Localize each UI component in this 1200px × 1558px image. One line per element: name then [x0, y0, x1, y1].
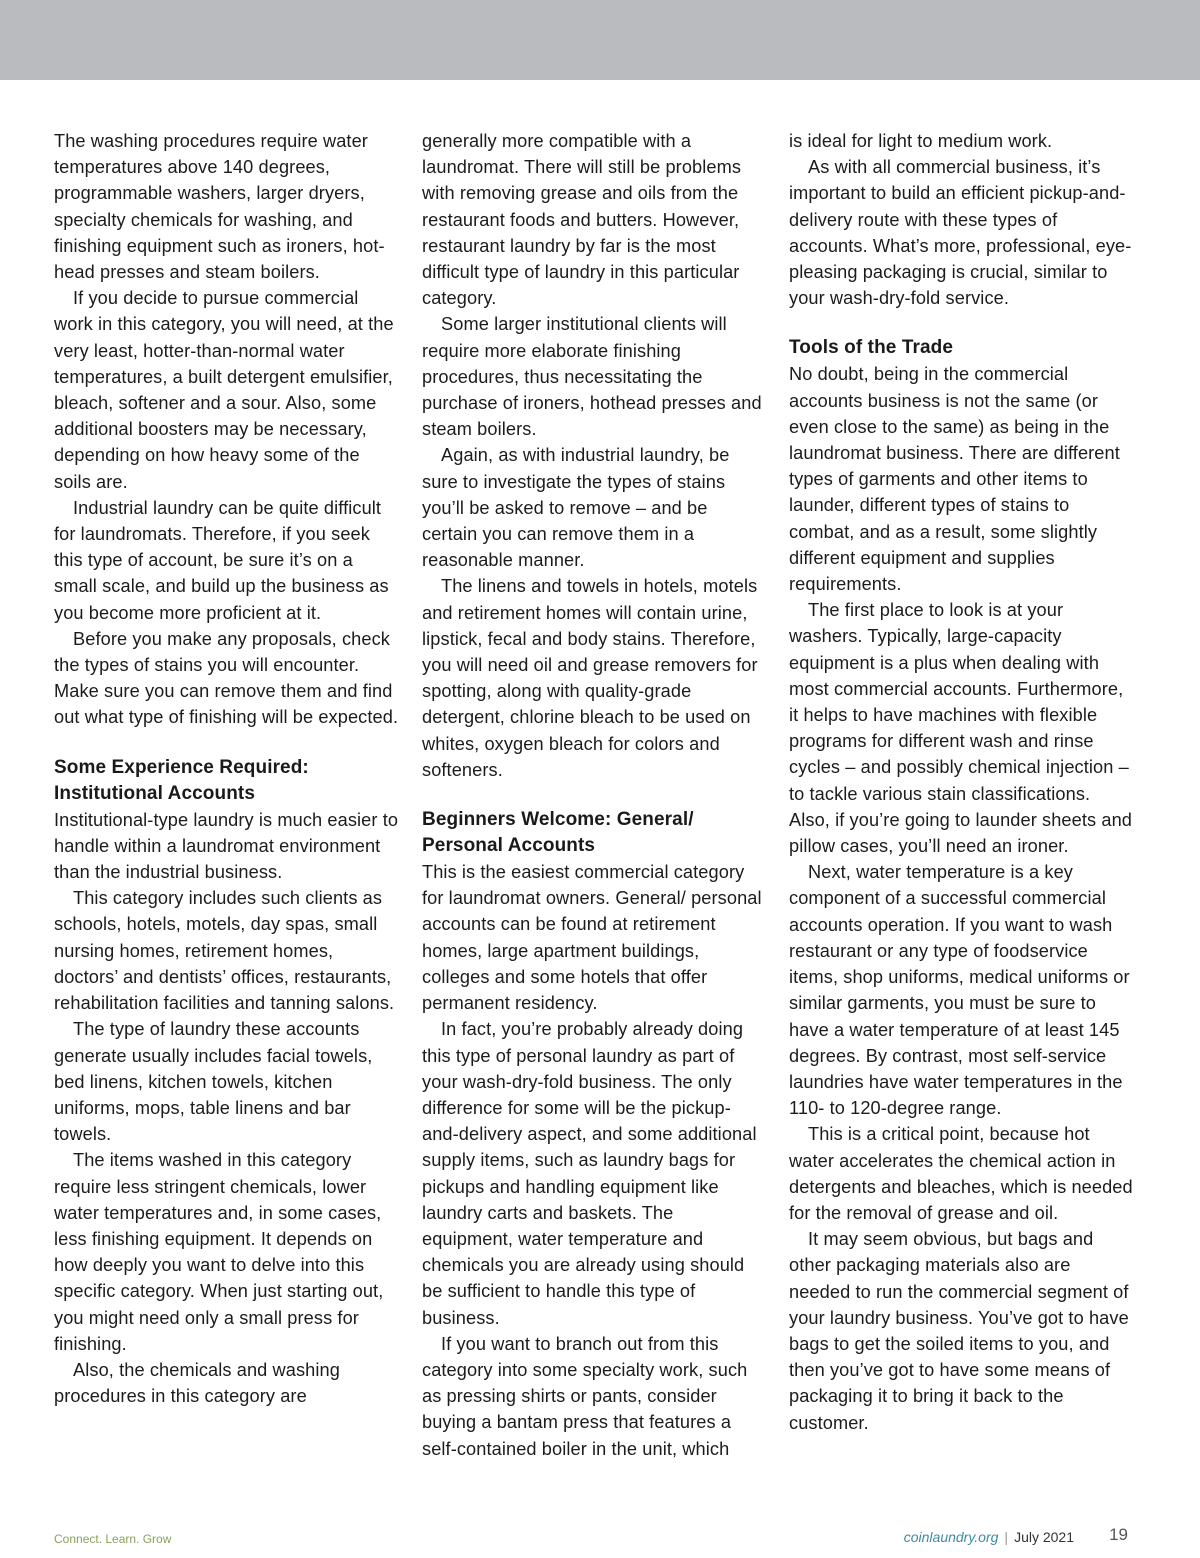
paragraph: Some larger institutional clients will require more elaborate finishing procedures, thus necessitating the purchase of ironers, hothead presses and steam boilers.: [422, 314, 762, 440]
paragraph: It may seem obvious, but bags and other packaging materials also are needed to run the commercial segment of your laundry business. You’ve got to have bags to get the soiled items to you, and then you’ve got to have some means of packaging it to bring it back to the customer.: [789, 1229, 1129, 1433]
paragraph: The type of laundry these accounts generate usually includes facial towels, bed linens, kitchen towels, kitchen uniforms, mops, table linens and bar towels.: [54, 1019, 373, 1145]
article-column-1: [54, 128, 399, 1409]
footer-tagline: Connect. Learn. Grow: [54, 1532, 172, 1546]
paragraph: Next, water temperature is a key component of a successful commercial accounts operation. If you want to wash restaurant or any type of foodservice items, shop uniforms, medical uniforms or similar garments, you must be sure to have a water temperature of at least 145 degrees. By contrast, most self-service laundries have water temperatures in the 110- to 120-degree range.: [789, 862, 1130, 1119]
section-heading-institutional: Some Experience Required: Institutional Accounts: [54, 756, 309, 804]
paragraph: is ideal for light to medium work.: [789, 131, 1053, 151]
paragraph: In fact, you’re probably already doing this type of personal laundry as part of your wash-dry-fold business. The only difference for some will be the pickup-and-delivery aspect, and some additional supply items, such as laundry bags for pickups and handling equipment like laundry carts and baskets. The equipment, water temperature and chemicals you are already using should be sufficient to handle this type of business.: [422, 1019, 757, 1328]
paragraph: This is the easiest commercial category for laundromat owners. General/ personal accounts can be found at retirement homes, large apartment buildings, colleges and some hotels that offer permanent residency.: [422, 862, 762, 1014]
paragraph: generally more compatible with a laundromat. There will still be problems with removing grease and oils from the restaurant foods and butters. However, restaurant laundry by far is the most difficult type of laundry in this particular category.: [422, 131, 742, 309]
article-column-3: [789, 128, 1134, 1436]
top-header-band: [0, 0, 1200, 80]
paragraph: The linens and towels in hotels, motels and retirement homes will contain urine, lipstick, fecal and body stains. Therefore, you will need oil and grease removers for spotting, along with quality-grade detergent, chlorine bleach to be used on whites, oxygen bleach for colors and softeners.: [422, 576, 758, 780]
paragraph: This is a critical point, because hot water accelerates the chemical action in detergents and bleaches, which is needed for the removal of grease and oil.: [789, 1124, 1133, 1223]
paragraph: The washing procedures require water temperatures above 140 degrees, programmable washers, larger dryers, specialty chemicals for washing, and finishing equipment such as ironers, hot-head presses and steam boilers.: [54, 131, 385, 283]
paragraph: Before you make any proposals, check the types of stains you will encounter. Make sure you can remove them and find out what type of finishing will be expected.: [54, 628, 399, 728]
paragraph: Again, as with industrial laundry, be sure to investigate the types of stains you’ll be asked to remove – and be certain you can remove them in a reasonable manner.: [422, 445, 730, 571]
paragraph: As with all commercial business, it’s important to build an efficient pickup-and-delivery route with these types of accounts. What’s more, professional, eye-pleasing packaging is crucial, similar to your wash-dry-fold service.: [789, 157, 1132, 309]
paragraph: Also, the chemicals and washing procedures in this category are: [54, 1359, 340, 1407]
page-number: 19: [1109, 1525, 1128, 1544]
footer-publication-info: [904, 1529, 1074, 1545]
section-heading-general-personal: Beginners Welcome: General/ Personal Accounts: [422, 809, 694, 857]
paragraph: Industrial laundry can be quite difficult for laundromats. Therefore, if you seek this type of account, be sure it’s on a small scale, and build up the business as you become more proficient at it.: [54, 497, 389, 623]
paragraph: This category includes such clients as schools, hotels, motels, day spas, small nursing homes, retirement homes, doctors’ and dentists’ offices, restaurants, rehabilitation facilities and tanning salons.: [54, 888, 395, 1014]
paragraph: Institutional-type laundry is much easier to handle within a laundromat environment than the industrial business.: [54, 809, 399, 883]
footer-date: July 2021: [1014, 1529, 1074, 1545]
paragraph: The items washed in this category require less stringent chemicals, lower water temperatures and, in some cases, less finishing equipment. It depends on how deeply you want to delve into this specific category. When just starting out, you might need only a small press for finishing.: [54, 1150, 384, 1354]
article-column-2: [422, 128, 767, 1462]
footer-separator: |: [1004, 1529, 1009, 1545]
paragraph: If you decide to pursue commercial work in this category, you will need, at the very least, hotter-than-normal water temperatures, a built detergent emulsifier, bleach, softener and a sour. Also, some additional boosters may be necessary, depending on how heavy some of the soils are.: [54, 288, 394, 492]
footer-site-link[interactable]: coinlaundry.org: [903, 1529, 999, 1545]
section-heading-tools-of-trade: Tools of the Trade: [789, 337, 954, 359]
paragraph: If you want to branch out from this category into some specialty work, such as pressing shirts or pants, consider buying a bantam press that features a self-contained boiler in the unit, which: [422, 1333, 748, 1459]
paragraph: The first place to look is at your washers. Typically, large-capacity equipment is a plus when dealing with most commercial accounts. Furthermore, it helps to have machines with flexible programs for different wash and rinse cycles – and possibly chemical injection – to tackle various stain classifications. Also, if you’re going to launder sheets and pillow cases, you’ll need an ironer.: [789, 600, 1133, 857]
paragraph: No doubt, being in the commercial accounts business is not the same (or even close to the same) as being in the laundromat business. There are different types of garments and other items to launder, different types of stains to combat, and as a result, some slightly different equipment and supplies requirements.: [789, 364, 1120, 595]
